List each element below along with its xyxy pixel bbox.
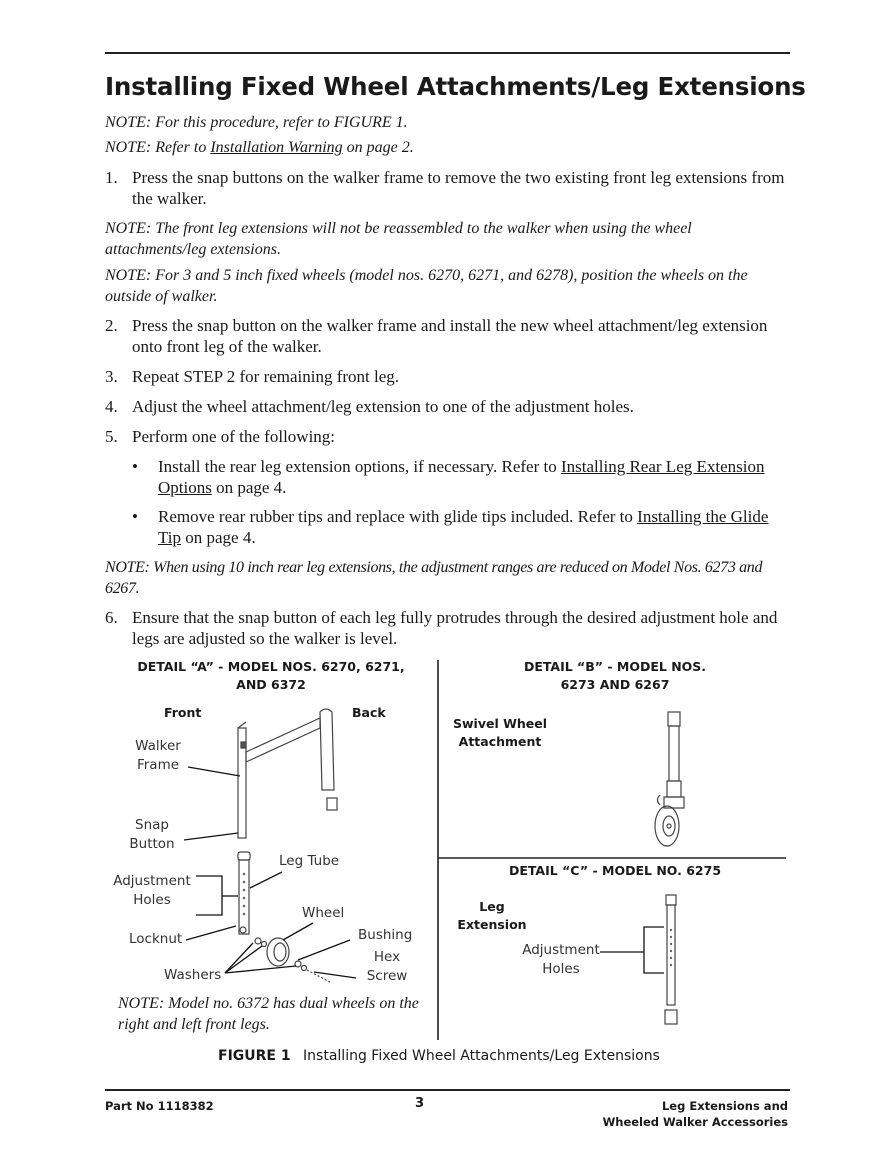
front-label: Front bbox=[164, 705, 202, 720]
figure-caption-text: Installing Fixed Wheel Attachments/Leg Extensions bbox=[303, 1048, 660, 1064]
detail-c-heading: DETAIL “C” - MODEL NO. 6275 bbox=[508, 863, 722, 878]
hex-screw-label: Hex Screw bbox=[366, 949, 408, 984]
footer-part-no: Part No 1118382 bbox=[105, 1099, 214, 1113]
swivel-wheel-label: Swivel Wheel Attachment bbox=[453, 716, 548, 749]
figure-caption bbox=[218, 1048, 660, 1064]
page-title: Installing Fixed Wheel Attachments/Leg Extensions bbox=[105, 72, 806, 101]
bullet-glide-tip: • Remove rear rubber tips and replace with glide tips included. Refer to Installing the Glide Tip on page 4. bbox=[132, 507, 769, 547]
note-refer-figure: NOTE: For this procedure, refer to FIGURE 1. bbox=[105, 114, 408, 131]
step-6: 6. Ensure that the snap button of each leg fully protrudes through the desired adjustment hole and legs are adjusted so the walker is level. bbox=[105, 608, 778, 648]
note-installation-warning: NOTE: Refer to Installation Warning on page 2. bbox=[105, 139, 414, 156]
figure-label: FIGURE 1 bbox=[218, 1048, 291, 1064]
installation-warning-link[interactable]: Installation Warning bbox=[210, 139, 343, 156]
back-label: Back bbox=[352, 705, 386, 720]
rear-leg-link[interactable]: Installing Rear Leg Extension Options bbox=[158, 457, 765, 497]
step-5: 5. Perform one of the following: bbox=[105, 427, 336, 446]
step-2: 2. Press the snap button on the walker frame and install the new wheel attachment/leg extension onto front leg of the walker. bbox=[105, 316, 768, 356]
locknut-label: Locknut bbox=[129, 931, 183, 947]
footer-title: Leg Extensions and Wheeled Walker Accessories bbox=[602, 1099, 788, 1129]
washers-label: Washers bbox=[164, 967, 222, 983]
detail-a-note: NOTE: Model no. 6372 has dual wheels on the right and left front legs. bbox=[118, 995, 419, 1033]
footer-page-number: 3 bbox=[415, 1096, 425, 1111]
bushing-label: Bushing bbox=[358, 927, 413, 943]
step-3: 3. Repeat STEP 2 for remaining front leg. bbox=[105, 367, 400, 386]
adjustment-holes-label: Adjustment Holes bbox=[113, 873, 191, 908]
walker-frame-label: Walker Frame bbox=[135, 738, 181, 773]
note-rear-leg-ext: NOTE: When using 10 inch rear leg extensions, the adjustment ranges are reduced on Model Nos. 6273 and 6267. bbox=[105, 559, 763, 597]
top-rule bbox=[105, 52, 790, 54]
adjustment-holes-c-label: Adjustment Holes bbox=[522, 942, 600, 977]
note-front-leg: NOTE: The front leg extensions will not be reassembled to the walker when using the wheel attachments/leg extensions. bbox=[105, 220, 692, 258]
step-4: 4. Adjust the wheel attachment/leg extension to one of the adjustment holes. bbox=[105, 397, 634, 416]
wheel-label: Wheel bbox=[302, 905, 345, 921]
glide-tip-link[interactable]: Installing the Glide Tip bbox=[158, 507, 769, 547]
detail-b-heading: DETAIL “B” - MODEL NOS. 6273 AND 6267 bbox=[523, 659, 707, 692]
leg-tube-label: Leg Tube bbox=[279, 853, 340, 869]
step-1: 1. Press the snap buttons on the walker frame to remove the two existing front leg extensions from the walker. bbox=[105, 168, 785, 208]
bullet-rear-leg: • Install the rear leg extension options, if necessary. Refer to Installing Rear Leg Extension Options on page 4. bbox=[132, 457, 765, 497]
detail-a-heading: DETAIL “A” - MODEL NOS. 6270, 6271, AND 6372 bbox=[137, 659, 405, 692]
note-fixed-wheels: NOTE: For 3 and 5 inch fixed wheels (model nos. 6270, 6271, and 6278), position the wheels on the outside of walker. bbox=[105, 267, 748, 305]
snap-button-label: Snap Button bbox=[129, 817, 175, 852]
leg-extension-label: Leg Extension bbox=[457, 899, 527, 932]
